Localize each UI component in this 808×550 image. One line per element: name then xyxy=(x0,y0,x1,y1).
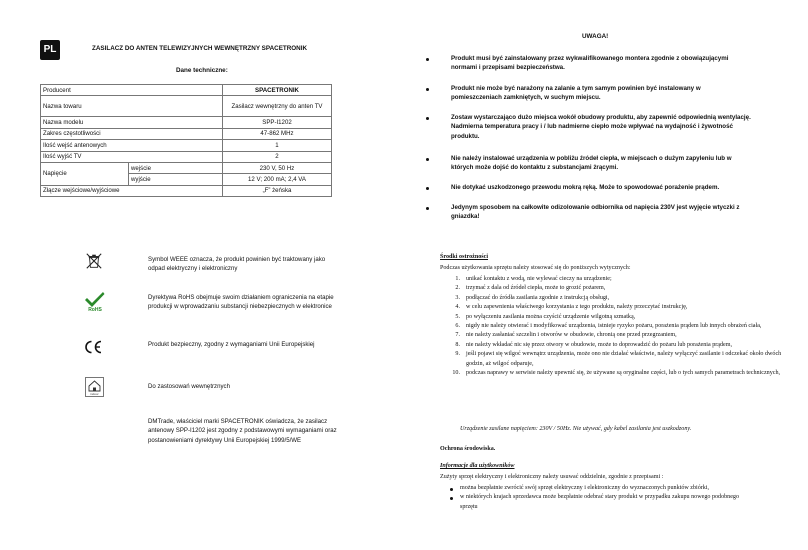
user-info-title: Informacje dla użytkowników xyxy=(440,463,515,469)
table-row xyxy=(41,185,332,196)
indoor-label: indoor xyxy=(90,392,99,397)
safety-title: Środki ostrożności xyxy=(440,254,489,260)
spec-label: Nazwa modelu xyxy=(41,117,223,128)
spec-sublabel: wyjście xyxy=(129,174,223,185)
spec-label: Zakres częstotliwości xyxy=(41,128,223,139)
list-item: 8. nie należy wkładać nic się przez otwory w obudowie, może to doprowadzić do pożaru lub porażenia prądem, xyxy=(455,341,732,348)
spec-value: 230 V, 50 Hz xyxy=(223,162,332,173)
ce-mark-icon xyxy=(83,340,103,354)
table-row xyxy=(41,128,332,139)
list-item xyxy=(446,484,786,493)
warning-title: UWAGA! xyxy=(582,33,609,40)
warning-text: Zostaw wystarczająco dużo miejsca wokół obudowy produktu, aby zapewnić odpowiednią wentylację. Nadmierna temperatura pracy i / lub nadmierne ciepło może wpływać na wydajność i żywotność produktu. xyxy=(451,114,751,140)
user-info-intro: Zużyty sprzęt elektryczny i elektroniczny należy usuwać oddzielnie, zgodnie z przepisami : xyxy=(440,474,664,480)
weee-crossed-bin-icon xyxy=(85,252,103,270)
indoor-house-icon xyxy=(85,377,104,397)
warning-text: Produkt nie może być narażony na zalanie a tym samym powinien być instalowany w pomieszczeniach zamkniętych, w suchym miejscu. xyxy=(451,85,701,102)
spec-label: Złącze wejściowe/wyjściowe xyxy=(41,185,223,196)
info-text: można bezpłatnie zwrócić swój sprzęt elektryczny i elektroniczny do wyznaczonych punktów zbiórki, xyxy=(460,485,710,491)
list-item xyxy=(426,84,751,103)
info-text: w niektórych krajach sprzedawca może bezpłatnie odebrać stary produkt w przypadku zakupu nowego podobnego sprzętu xyxy=(460,494,740,510)
svg-text:RoHS: RoHS xyxy=(88,307,102,312)
document-title: ZASILACZ DO ANTEN TELEWIZYJNYCH WEWNĘTRZNY SPACETRONIK xyxy=(92,45,308,52)
spec-value: Zasilacz wewnętrzny do anten TV xyxy=(223,96,332,117)
step-text: nie należy wkładać nic się przez otwory w obudowie, może to doprowadzić do pożaru lub porażenia prądem, xyxy=(466,341,732,348)
step-text: podłączać do źródła zasilania zgodnie z instrukcją obsługi, xyxy=(466,294,610,301)
step-text: nie należy zasłaniać szczelin i otworów w obudowie, chronią one przed przegrzaniem, xyxy=(466,332,677,339)
ce-description: Produkt bezpieczny, zgodny z wymaganiami Unii Europejskiej xyxy=(148,341,315,348)
spec-label: Napięcie xyxy=(41,162,129,185)
list-item xyxy=(426,203,751,222)
list-item: 4. w celu zapewnienia właściwego korzystania z tego produktu, należy przeczytać instrukcję, xyxy=(455,304,688,311)
step-text: jeśli pojawi się wilgoć wewnątrz urządzenia, może ono nie działać właściwie, należy wyłączyć zasilanie i odczekać około dwóch godzin, aż wilgoć odparuje, xyxy=(466,351,782,367)
warning-text: Jedynym sposobem na całkowite odizolowanie odbiornika od napięcia 230V jest wyjęcie wtyczki z gniazdka! xyxy=(451,204,740,221)
voltage-note: Urządzenie zasilane napięciem: 230V / 50Hz. Nie używać, gdy kabel zasilania jest uszkodzony. xyxy=(460,426,692,432)
step-text: po wyłączeniu zasilania można czyścić urządzenie wilgotną szmatką, xyxy=(466,313,636,320)
rohs-check-icon xyxy=(85,290,105,312)
indoor-description: Do zastosowań wewnętrznych xyxy=(148,383,230,390)
spec-table xyxy=(40,84,332,197)
warning-text: Nie należy instalować urządzenia w pobliżu źródeł ciepła, w miejscach o dużym zapyleniu lub w których może dojść do kontaktu z substancjami żrącymi. xyxy=(451,155,732,172)
step-text: unikać kontaktu z wodą, nie wylewać cieczy na urządzenie; xyxy=(466,276,612,282)
warning-text: Nie dotykać uszkodzonego przewodu mokrą ręką. Może to spowodować porażenie prądem. xyxy=(451,184,720,191)
spec-value: 12 V; 200 mA; 2,4 VA xyxy=(223,174,332,185)
spec-value: 1 xyxy=(223,140,332,151)
table-row xyxy=(41,162,332,173)
list-item xyxy=(446,493,746,512)
list-item xyxy=(426,113,751,141)
spec-label: Producent xyxy=(41,85,223,96)
list-item: 7. nie należy zasłaniać szczelin i otworów w obudowie, chronią one przed przegrzaniem, xyxy=(455,332,677,339)
step-text: podczas naprawy w serwisie należy upewnić się, że używane są oryginalne części, lub o tych samych parametrach technicznych, xyxy=(466,370,781,377)
list-item: 10. podczas naprawy w serwisie należy upewnić się, że używane są oryginalne części, lub o tych samych parametrach technicznych, xyxy=(452,370,781,377)
spec-value: SPACETRONIK xyxy=(223,85,332,96)
table-row xyxy=(41,96,332,117)
step-text: trzymać z dala od źródeł ciepła, może to grozić pożarem, xyxy=(466,285,606,292)
step-text: nigdy nie należy otwierać i modyfikować urządzenia, istnieje ryzyko pożaru, porażenia prądem lub innych obrażeń ciała, xyxy=(466,323,762,330)
safety-steps xyxy=(446,275,786,378)
user-info-list xyxy=(446,484,786,512)
weee-description: Symbol WEEE oznacza, że produkt powinien być traktowany jako odpad elektryczny i elektroniczny xyxy=(148,256,326,273)
spec-value: 47-862 MHz xyxy=(223,128,332,139)
list-item: 9. jeśli pojawi się wilgoć wewnątrz urządzenia, może ono nie działać właściwie, należy wyłączyć zasilanie i odczekać około dwóch godzin, aż wilgoć odparuje, xyxy=(455,351,782,367)
spec-value: 2 xyxy=(223,151,332,162)
list-item: 1. unikać kontaktu z wodą, nie wylewać cieczy na urządzenie; xyxy=(455,276,612,282)
table-row xyxy=(41,140,332,151)
language-badge: PL xyxy=(40,40,60,60)
list-item xyxy=(426,154,751,173)
table-row xyxy=(41,151,332,162)
list-item: 6. nigdy nie należy otwierać i modyfikować urządzenia, istnieje ryzyko pożaru, porażenia prądem lub innych obrażeń ciała, xyxy=(455,323,762,330)
spec-sublabel: wejście xyxy=(129,162,223,173)
list-item: 3. podłączać do źródła zasilania zgodnie z instrukcją obsługi, xyxy=(455,294,610,301)
table-row xyxy=(41,117,332,128)
list-item: 5. po wyłączeniu zasilania można czyścić urządzenie wilgotną szmatką, xyxy=(455,313,636,320)
technical-data-heading: Dane techniczne: xyxy=(176,67,228,74)
list-item xyxy=(426,54,751,73)
table-row xyxy=(41,85,332,96)
rohs-description: Dyrektywa RoHS obejmuje swoim działaniem ograniczenia na etapie produkcji w wprowadzaniu substancji niebezpiecznych w elektronice xyxy=(148,294,334,311)
warning-text: Produkt musi być zainstalowany przez wykwalifikowanego montera zgodnie z obowiązującymi normami i przepisami bezpieczeństwa. xyxy=(451,55,729,72)
step-text: w celu zapewnienia właściwego korzystania z tego produktu, należy przeczytać instrukcję, xyxy=(466,304,688,311)
spec-label: Ilość wyjść TV xyxy=(41,151,223,162)
conformity-declaration: DMTrade, właściciel marki SPACETRONIK oświadcza, że zasilacz antenowy SPP-I1202 jest zgodny z podstawowymi wymaganiami oraz postanowieniami dyrektywy Unii Europejskiej 1999/5/WE xyxy=(148,418,337,444)
spec-label: Ilość wejść antenowych xyxy=(41,140,223,151)
list-item: 2. trzymać z dala od źródeł ciepła, może to grozić pożarem, xyxy=(455,285,606,292)
spec-label: Nazwa towaru xyxy=(41,96,223,117)
list-item xyxy=(426,183,751,192)
safety-intro: Podczas użytkowania sprzętu należy stosować się do poniższych wytycznych: xyxy=(440,265,631,271)
spec-value: „F” żeńska xyxy=(223,185,332,196)
spec-value: SPP-I1202 xyxy=(223,117,332,128)
environment-title: Ochrona środowiska. xyxy=(440,446,496,452)
